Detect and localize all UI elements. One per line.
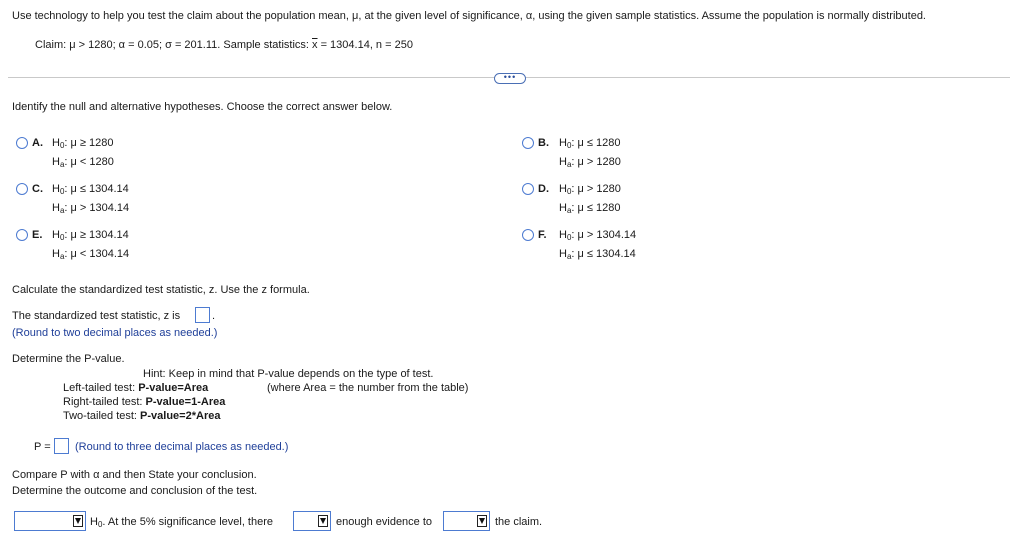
conclusion-evidence-text: enough evidence to bbox=[336, 516, 433, 528]
option-e-h0: $H_0$: μ ≥ 1304.14 bbox=[52, 229, 129, 242]
option-f-h0: $H_0$: μ > 1304.14 bbox=[559, 229, 637, 242]
evidence-dropdown[interactable] bbox=[293, 511, 331, 531]
zstat-period: . bbox=[212, 310, 216, 322]
option-e-ha: $H_a$: μ < 1304.14 bbox=[52, 248, 130, 261]
zstat-label: The standardized test statistic, z is bbox=[12, 310, 181, 322]
zstat-prompt: Calculate the standardized test statistic, z. Use the z formula. bbox=[12, 284, 310, 296]
claim-action-dropdown[interactable] bbox=[443, 511, 490, 531]
conclusion-line1: Compare P with α and then State your conclusion. bbox=[12, 469, 257, 481]
option-e-radio[interactable] bbox=[16, 229, 28, 241]
hint-left-tailed: Left-tailed test: P-value=Area bbox=[63, 382, 209, 394]
chevron-down-icon[interactable] bbox=[477, 515, 487, 527]
conclusion-claim-text: the claim. bbox=[495, 516, 543, 528]
chevron-down-icon[interactable] bbox=[73, 515, 83, 527]
option-d-ha: $H_a$: μ ≤ 1280 bbox=[559, 202, 621, 215]
option-a-h0: $H_0$: μ ≥ 1280 bbox=[52, 137, 114, 150]
option-d-letter: D. bbox=[538, 183, 549, 195]
hint-two-tailed: Two-tailed test: P-value=2*Area bbox=[63, 410, 221, 422]
decision-dropdown[interactable] bbox=[14, 511, 86, 531]
hint-right-tailed: Right-tailed test: P-value=1-Area bbox=[63, 396, 226, 408]
option-f-ha: $H_a$: μ ≤ 1304.14 bbox=[559, 248, 636, 261]
pvalue-round-note: (Round to three decimal places as needed.) bbox=[75, 441, 289, 453]
conclusion-line2: Determine the outcome and conclusion of the test. bbox=[12, 485, 258, 497]
option-b-h0: $H_0$: μ ≤ 1280 bbox=[559, 137, 621, 150]
option-c-h0: $H_0$: μ ≤ 1304.14 bbox=[52, 183, 129, 196]
more-button[interactable]: ••• bbox=[494, 73, 526, 84]
option-c-ha: $H_a$: μ > 1304.14 bbox=[52, 202, 130, 215]
option-a-letter: A. bbox=[32, 137, 43, 149]
chevron-down-icon[interactable] bbox=[318, 515, 328, 527]
pvalue-label: P = bbox=[34, 441, 51, 453]
hint-title: Hint: Keep in mind that P-value depends on the type of test. bbox=[143, 368, 434, 380]
option-a-ha: $H_a$: μ < 1280 bbox=[52, 156, 114, 169]
claim-prefix: Claim: μ > 1280; α = 0.05; σ = 201.11. Sample statistics: bbox=[35, 39, 313, 51]
hint-where-note: (where Area = the number from the table) bbox=[267, 382, 469, 394]
option-d-h0: $H_0$: μ > 1280 bbox=[559, 183, 621, 196]
pvalue-input[interactable] bbox=[54, 438, 69, 454]
zstat-round-note: (Round to two decimal places as needed.) bbox=[12, 327, 218, 339]
option-b-radio[interactable] bbox=[522, 137, 534, 149]
option-c-letter: C. bbox=[32, 183, 43, 195]
conclusion-h0-text: $H_0$. At the 5% significance level, there bbox=[90, 516, 274, 529]
option-f-letter: F. bbox=[538, 229, 547, 241]
option-f-radio[interactable] bbox=[522, 229, 534, 241]
option-b-letter: B. bbox=[538, 137, 549, 149]
xbar-symbol: $\overline{x}$ bbox=[312, 39, 318, 51]
option-a-radio[interactable] bbox=[16, 137, 28, 149]
zstat-input[interactable] bbox=[195, 307, 210, 323]
claim-text bbox=[35, 39, 413, 51]
option-e-letter: E. bbox=[32, 229, 43, 241]
claim-rest: = 1304.14, n = 250 bbox=[317, 39, 413, 51]
hypotheses-prompt: Identify the null and alternative hypotheses. Choose the correct answer below. bbox=[12, 101, 393, 113]
option-c-radio[interactable] bbox=[16, 183, 28, 195]
instructions-text: Use technology to help you test the claim about the population mean, μ, at the given level of significance, α, using the given sample statistics. Assume the population is normally distributed. bbox=[12, 10, 926, 22]
option-b-ha: $H_a$: μ > 1280 bbox=[559, 156, 621, 169]
option-d-radio[interactable] bbox=[522, 183, 534, 195]
pvalue-prompt: Determine the P-value. bbox=[12, 353, 125, 365]
